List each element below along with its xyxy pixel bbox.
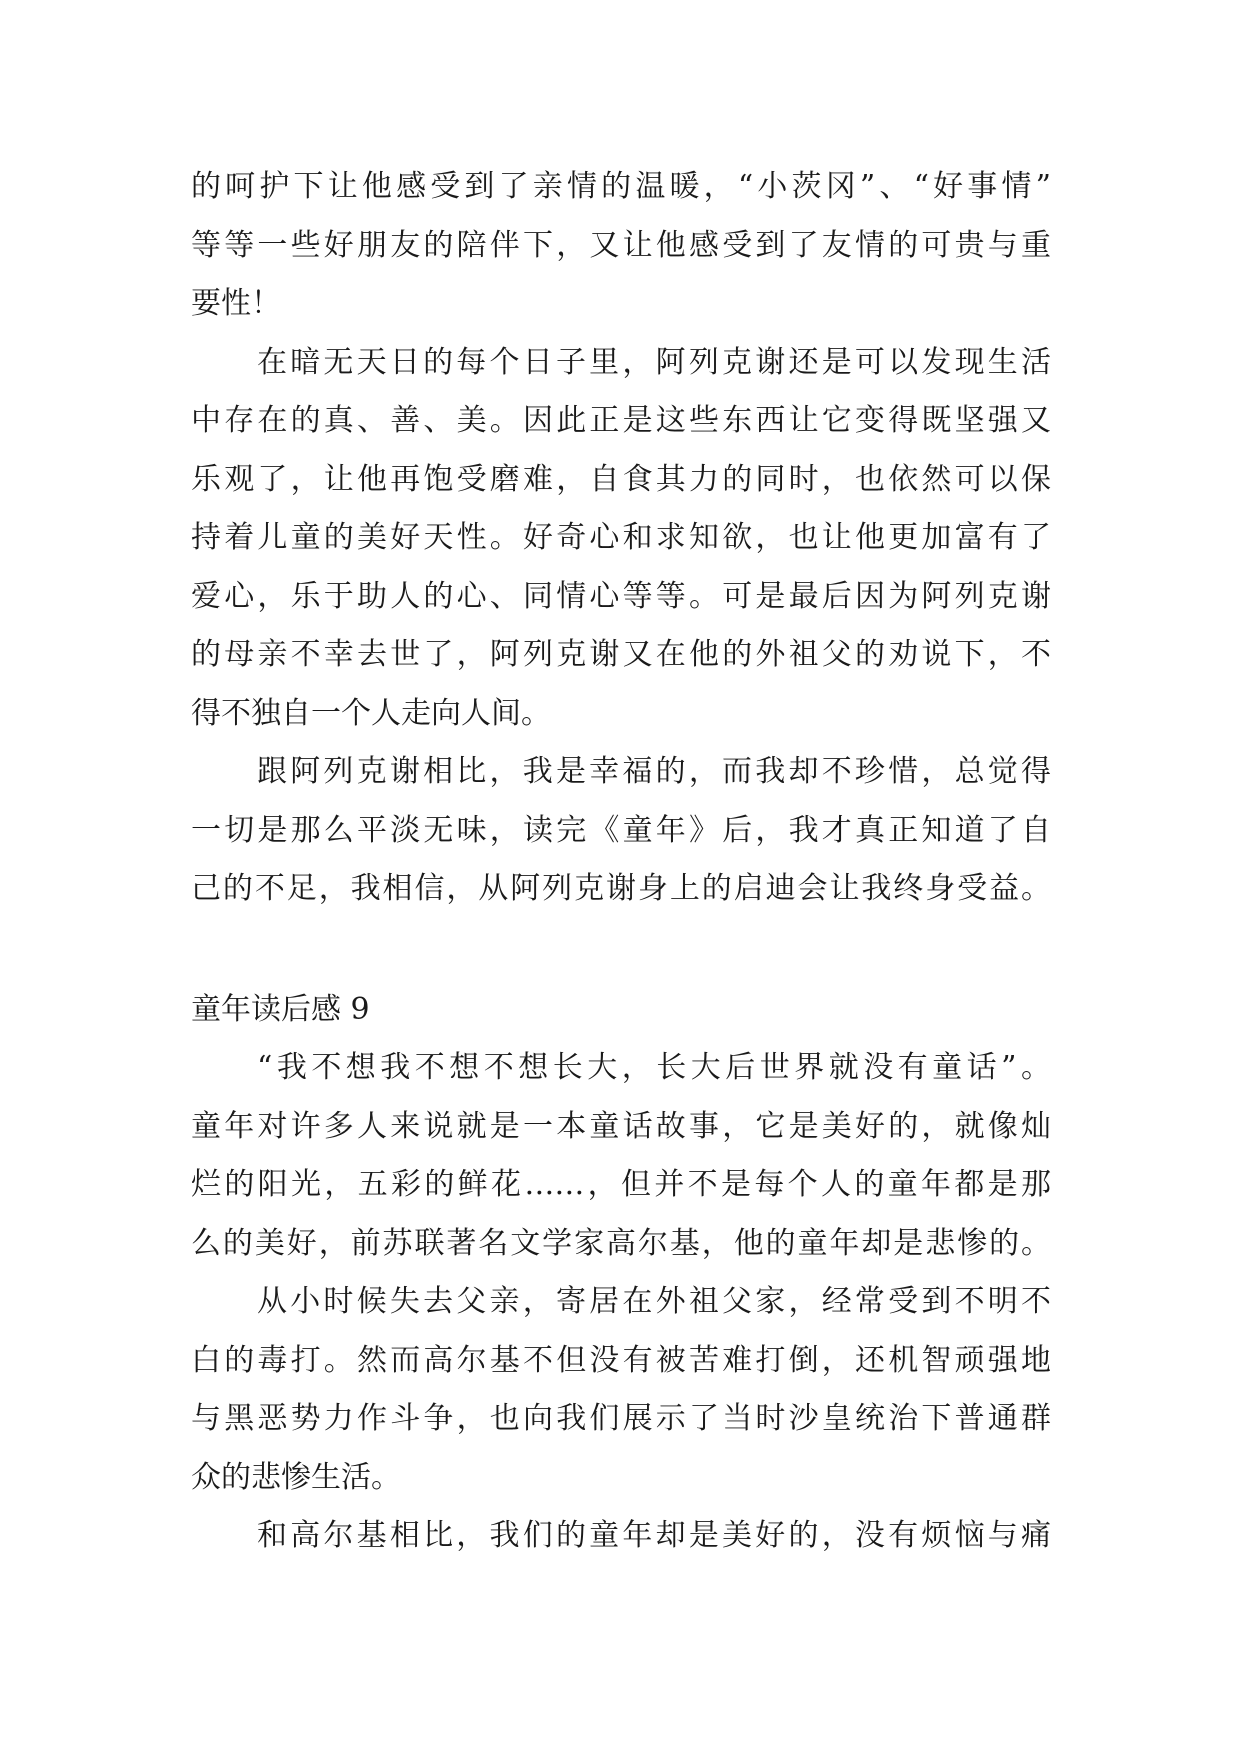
text-line: 一切是那么平淡无味，读完《童年》后，我才真正知道了自 [191, 812, 1051, 848]
paragraph-1 [191, 158, 1051, 334]
text-line: 么的美好，前苏联著名文学家高尔基，他的童年却是悲惨的。 [191, 1225, 1051, 1261]
section-spacer [191, 919, 1051, 981]
paragraph-6 [191, 1507, 1051, 1566]
document-body [191, 158, 1051, 1566]
text-line: 持着儿童的美好天性。好奇心和求知欲，也让他更加富有了 [191, 520, 1051, 555]
text-line: “我不想我不想不想长大，长大后世界就没有童话”。 [257, 1050, 1051, 1085]
text-line: 童年对许多人来说就是一本童话故事，它是美好的，就像灿 [191, 1108, 1051, 1144]
text-line: 中存在的真、善、美。因此正是这些东西让它变得既坚强又 [191, 403, 1051, 438]
text-line: 等等一些好朋友的陪伴下，又让他感受到了友情的可贵与重 [191, 227, 1051, 263]
text-line: 跟阿列克谢相比，我是幸福的，而我却不珍惜，总觉得 [257, 754, 1051, 789]
paragraph-4 [191, 1039, 1051, 1273]
text-line: 己的不足，我相信，从阿列克谢身上的启迪会让我终身受益。 [191, 871, 1051, 906]
text-line: 白的毒打。然而高尔基不但没有被苦难打倒，还机智顽强地 [191, 1342, 1051, 1378]
text-line: 爱心，乐于助人的心、同情心等等。可是最后因为阿列克谢 [191, 578, 1051, 614]
paragraph-5 [191, 1273, 1051, 1507]
text-line: 要性！ [191, 286, 281, 321]
text-line: 在暗无天日的每个日子里，阿列克谢还是可以发现生活 [257, 344, 1051, 380]
paragraph-2 [191, 334, 1051, 744]
section-title: 童年读后感 9 [191, 991, 370, 1027]
text-line: 乐观了，让他再饱受磨难，自食其力的同时，也依然可以保 [191, 461, 1051, 497]
paragraph-3 [191, 743, 1051, 919]
text-line: 众的悲惨生活。 [191, 1459, 401, 1495]
text-line: 得不独自一个人走向人间。 [191, 695, 551, 731]
text-line: 烂的阳光，五彩的鲜花……，但并不是每个人的童年都是那 [191, 1167, 1051, 1202]
text-line: 的呵护下让他感受到了亲情的温暖，“小茨冈”、“好事情” [191, 169, 1051, 204]
text-line: 的母亲不幸去世了，阿列克谢又在他的外祖父的劝说下，不 [191, 637, 1051, 672]
text-line: 从小时候失去父亲，寄居在外祖父家，经常受到不明不 [257, 1284, 1051, 1319]
text-line: 和高尔基相比，我们的童年却是美好的，没有烦恼与痛 [257, 1518, 1051, 1553]
text-line: 与黑恶势力作斗争，也向我们展示了当时沙皇统治下普通群 [191, 1401, 1051, 1436]
